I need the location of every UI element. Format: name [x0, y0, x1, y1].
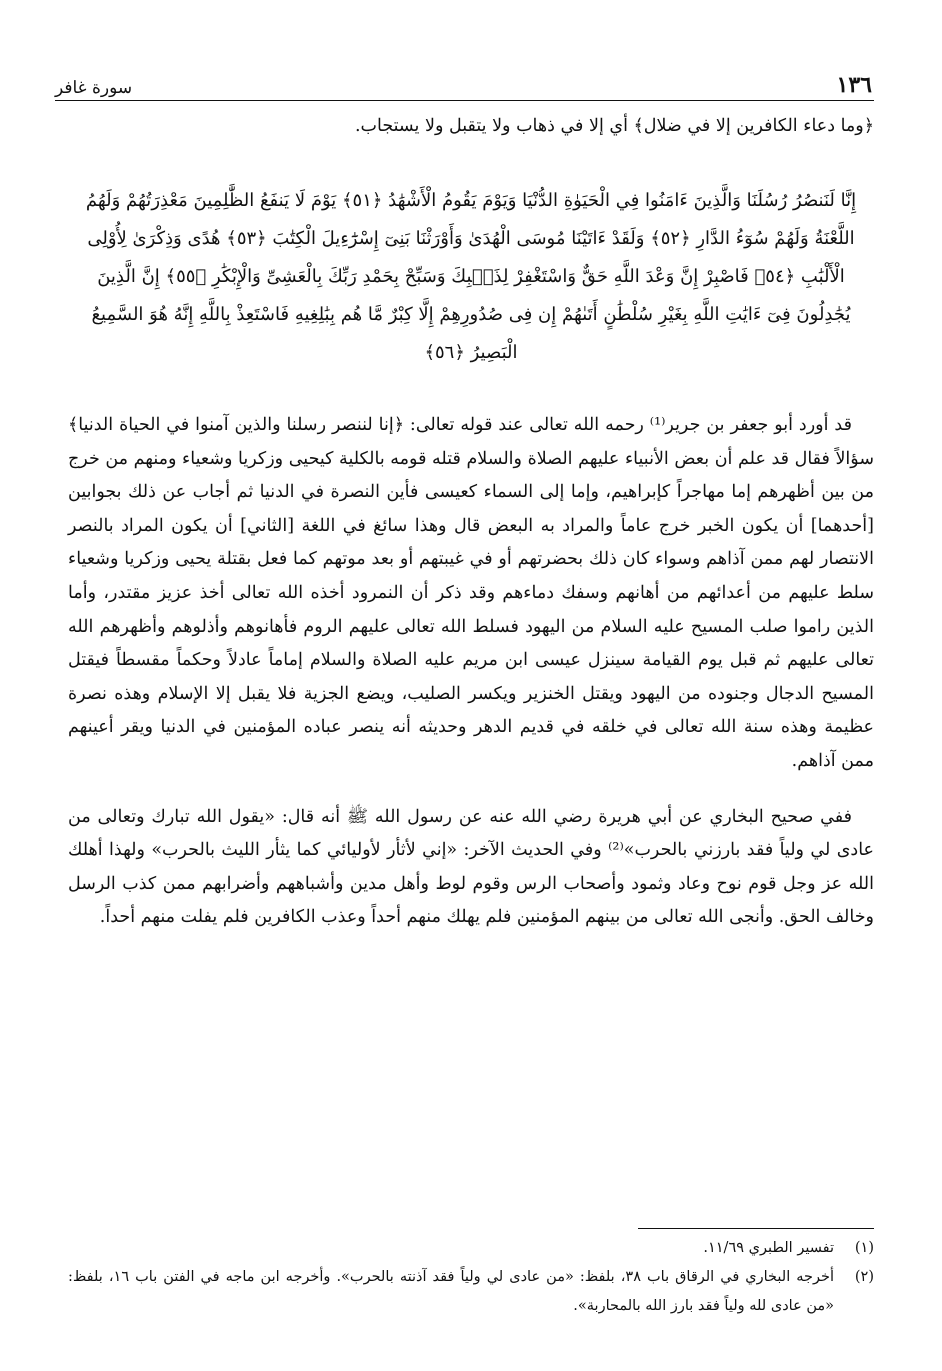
footnote-marker: (٢): [854, 1269, 874, 1285]
page-number: ١٣٦: [836, 72, 872, 98]
running-title: سورة غافر: [55, 78, 133, 98]
footnote-item: [68, 1263, 874, 1321]
main-text: [68, 104, 874, 935]
footnote-divider: [638, 1228, 874, 1229]
footnote-item: [68, 1234, 874, 1263]
page-header: [55, 58, 872, 98]
intro-line: ﴿وما دعاء الكافرين إلا في ضلال﴾ أي إلا في ذهاب ولا يتقبل ولا يستجاب.: [354, 116, 874, 136]
quran-passage: إِنَّا لَنَنصُرُ رُسُلَنَا وَالَّذِينَ ءَامَنُوا فِي الْحَيَوٰةِ الدُّنْيَا وَيَوْمَ يَقُومُ الْأَشْهَٰدُ ﴿٥١﴾ يَوْمَ لَا يَنفَعُ الظَّٰلِمِينَ مَعْذِرَتُهُمْ وَلَهُمُ اللَّعْنَةُ وَلَهُمْ سُوٓءُ الدَّارِ ﴿٥٢﴾ وَلَقَدْ ءَاتَيْنَا مُوسَى الْهُدَىٰ وَأَوْرَثْنَا بَنِىٓ إِسْرَٰٓءِيلَ الْكِتَٰبَ ﴿٥٣﴾ هُدًى وَذِكْرَىٰ لِأُوْلِى الْأَلْبَٰبِ ﴿٥٤﴾ فَاصْبِرْ إِنَّ وَعْدَ اللَّهِ حَقٌّ وَاسْتَغْفِرْ لِذَنۢبِكَ وَسَبِّحْ بِحَمْدِ رَبِّكَ بِالْعَشِىِّ وَالْإِبْكَٰرِ ﴿٥٥﴾ إِنَّ الَّذِينَ يُجَٰدِلُونَ فِىٓ ءَايَٰتِ اللَّهِ بِغَيْرِ سُلْطَٰنٍ أَتَىٰهُمْ إِن فِى صُدُورِهِمْ إِلَّا كِبْرٌ مَّا هُم بِبَٰلِغِيهِ فَاسْتَعِذْ بِاللَّهِ إِنَّهُ هُوَ السَّمِيعُ الْبَصِيرُ ﴿٥٦﴾: [85, 190, 857, 363]
footnote-text: تفسير الطبري ١١/٦٩.: [703, 1240, 834, 1256]
hadith-paragraph: ففي صحيح البخاري عن أبي هريرة رضي الله عنه عن رسول الله ﷺ أنه قال: «يقول الله تبارك وتعالى من عادى لي ولياً فقد بارزني بالحرب»⁽²⁾ وفي الحديث الآخر: «إني لأثأر لأوليائي كما يثأر الليث بالحرب» ولهذا أهلك الله عز وجل قوم نوح وعاد وثمود وأصحاب الرس وقوم لوط وأهل مدين وأشباههم وأضرابهم ممن كذب الرسل وخالف الحق. وأنجى الله تعالى من بينهم المؤمنين فلم يهلك منهم أحداً وعذب الكافرين فلم يفلت منهم أحداً.: [68, 806, 874, 928]
commentary-paragraph: قد أورد أبو جعفر بن جرير⁽¹⁾ رحمه الله تعالى عند قوله تعالى: ﴿إنا لننصر رسلنا والذين آمنوا في الحياة الدنيا﴾ سؤالاً فقال قد علم أن بعض الأنبياء عليهم الصلاة والسلام قتله قومه بالكلية كيحيى وزكريا وشعياء ومنهم من خرج من بين أظهرهم إما مهاجراً كإبراهيم، وإما إلى السماء كعيسى فأين النصرة في الدنيا ثم أجاب عن ذلك بجوابين [أحدهما] أن يكون الخبر خرج عاماً والمراد به البعض قال وهذا سائغ في اللغة [الثاني] أن يكون المراد بالنصر الانتصار لهم ممن آذاهم وسواء كان ذلك بحضرتهم أو في غيبتهم أو بعد موتهم كما فعل بقتلة يحيى وزكريا وشعياء سلط عليهم من أعدائهم من أهانهم وسفك دماءهم وقد ذكر أن النمرود أخذه الله تعالى أخذ عزيز مقتدر، وأما الذين راموا صلب المسيح عليه السلام من اليهود فسلط الله تعالى عليهم الروم فأهانوهم وأذلوهم وأظهرهم الله تعالى عليهم ثم قبل يوم القيامة سينزل عيسى ابن مريم عليه الصلاة والسلام إماماً عادلاً وحكماً مقسطاً فيقتل المسيح الدجال وجنوده من اليهود ويقتل الخنزير ويكسر الصليب، ويضع الجزية فلا يقبل إلا الإسلام وهذه نصرة عظيمة وهذه سنة الله تعالى في خلقه في قديم الدهر وحديثه أنه ينصر عباده المؤمنين في الدنيا ويقر أعينهم ممن آذاهم.: [68, 415, 874, 771]
header-divider: [55, 100, 874, 101]
footnote-marker: (١): [854, 1240, 874, 1256]
footnote-text: أخرجه البخاري في الرقاق باب ٣٨، بلفظ: «من عادى لي ولياً فقد آذنته بالحرب». وأخرجه ابن ماجه في الفتن باب ١٦، بلفظ: «من عادى لله ولياً فقد بارز الله بالمحاربة».: [68, 1269, 835, 1314]
footnotes: [68, 1234, 874, 1321]
